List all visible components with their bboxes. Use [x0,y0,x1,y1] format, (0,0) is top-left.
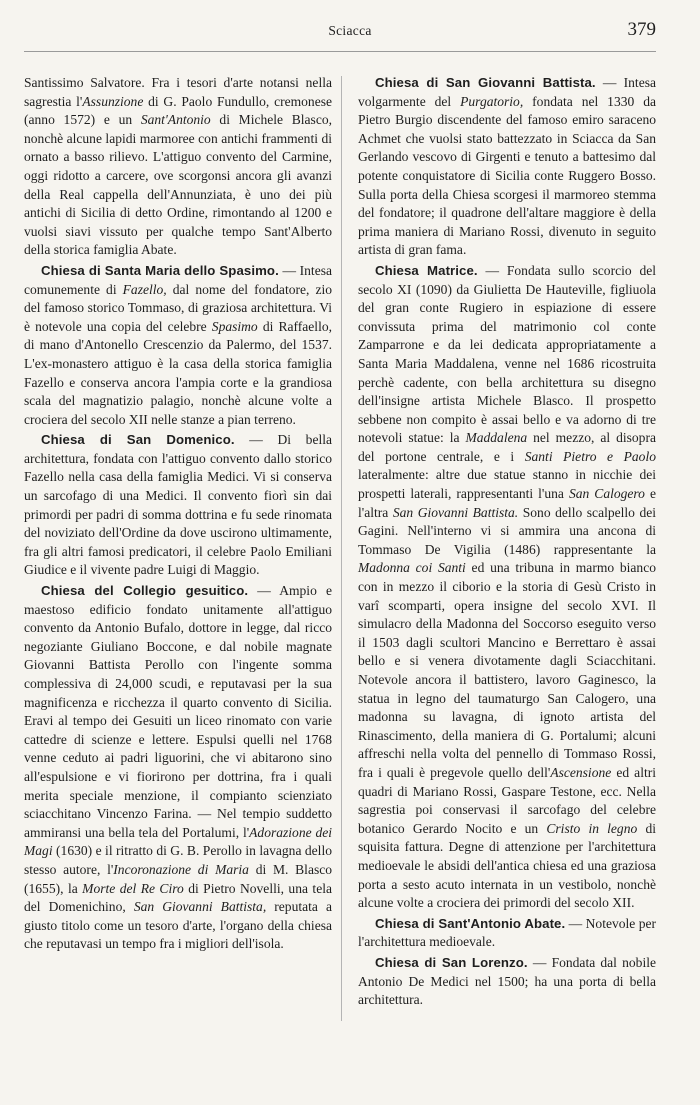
entry-heading: Chiesa di Santa Maria dello Spasimo. [41,262,279,278]
artwork-title: Morte del Re Ciro [82,880,184,896]
entry-heading: Chiesa di San Giovanni Battista. [375,75,596,90]
artwork-title: Ascensione [550,764,612,780]
text-span: e l'altra [358,486,656,520]
text-span: di squisita fattura. Degne di attenzione per l'architettura medioevale le absidi dell'antica chiesa ed una graziosa porta a sesto acuto internata in un vestibolo, nonchè alcune volte a crociera dei primordi del secolo XII. [358,820,656,911]
column-divider [341,76,342,1021]
text-span: di G. Paolo Fundullo, cremonese (anno 1572) e un [24,93,332,128]
right-column [358,74,656,1010]
text-span: dal nome del fondatore, zio del famoso storico Tommaso, di graziosa architettura. Vi è notevole una copia del celebre [24,281,332,334]
header-rule [24,51,656,52]
text-span: reputata a giusto titolo come un tesoro d'arte, l'organo della chiesa che reputavasi un tempo fra i migliori dell'isola. [24,899,332,952]
artwork-title: Maddalena [465,430,528,446]
running-head: Sciacca [328,23,372,38]
text-span: Santissimo Salvatore. Fra i tesori d'arte notansi nella sagrestia l' [24,75,332,109]
text-span: Sono dello scalpello dei Gagini. Nell'interno vi si ammira una ancona di Tommaso De Vigilia (1486) rappresentante la [358,504,657,557]
text-span: lateralmente: altre due statue stanno in nicchie dei prospetti laterali, rappresentanti l'una [358,467,656,502]
text-span: — Ampio e maestoso edificio fondato unitamente all'attiguo convento da Antonio Bufalo, dottore in legge, dal ricco negoziante Giuliano Boccone, e dal nobile magnate Giovanni Battista Perollo con l'ingente somma complessiva di 24,000 scudi, e reputavasi per la sua magnificenza e ricchezza il quarto convento di Sicilia. Eravi al tempo dei Gesuiti un liceo rinomato con varie cattedre di scienze e lettere. Espulsi quelli nel 1768 venne ceduto ai padri liguorini, che vi abitarono sino all'espulsione e vi fiorirono per dottrina, fra i quali merita speciale menzione, il compianto scienziato sciacchitano Vincenzo Farina. — Nel tempio suddetto ammiransi una bella tela del Portalumi, l' [24,583,332,840]
left-column [24,74,332,954]
artwork-title: Spasimo [211,318,258,334]
artwork-title: Santi Pietro e Paolo [524,448,656,464]
artwork-title: Sant'Antonio [140,112,211,128]
text-span: di Pietro Novelli, una tela del Domenichino, [24,880,332,915]
entry-heading: Chiesa Matrice. [375,262,478,278]
text-span: (1630) e il ritratto di G. B. Perollo in lavagna dello stesso autore, l' [24,843,332,877]
entry-heading: Chiesa di San Lorenzo. [375,954,528,970]
artwork-title: San Calogero [568,486,645,502]
page-header [0,19,700,43]
entry-heading: Chiesa di Sant'Antonio Abate. [375,915,566,931]
artwork-title: Madonna coi Santi [358,560,466,576]
entry-heading: Chiesa del Collegio gesuitico. [41,583,249,599]
paragraph-continuation [24,74,332,260]
entry-sant-antonio [358,915,656,952]
text-span: ed altri quadri di Mariano Rossi, Gaspare Testone, ecc. Nella sagrestia poi conservasi il sarcofago del celebre botanico Gerardo Nocito e un [358,764,656,836]
text-span: — Notevole per l'architettura medioevale. [358,915,656,950]
entry-chiesa-matrice [358,262,656,913]
text-span: — Di bella architettura, fondata con l'attiguo convento dallo storico Fazello nella casa della famiglia Medici. Vi si conserva un sarcofago di una Medici. Il convento fiorì sin dai primordi per padri di somma dottrina e fu sede rinomata del noviziato dell'Ordine da dove uscirono ultimamente, fra gli altri famosi predicatori, il celebre Paolo Emiliani Giudice e il vivente padre Luigi di Maggio. [24,432,332,578]
artwork-title: San Giovanni Battista. [392,504,519,520]
artwork-title: Incoronazione di Maria [113,861,249,877]
entry-collegio-gesuitico [24,582,332,954]
name-italic: Fazello, [122,281,167,297]
text-span: — Fondata sullo scorcio del secolo XI (1090) da Giulietta De Hauteville, figliuola del gran conte Rugiero in espiazione di essere convissuta prima del matrimonio col conte Zamparrone e da lei dedicata appropriatamente a Santa Maria Maddalena, venne nel 1686 ricostruita perchè cadente, con bella architettura su disegno dell'insigne artista Michele Blasco. Il prospetto sebbene non compito è assai bello e va adorno di tre notevoli statue: la [358,262,657,446]
name-italic: Purgatorio, [460,93,524,109]
entry-san-domenico [24,431,332,580]
text-span: nel mezzo, al disopra del portone centrale, e i [358,430,656,464]
entry-heading: Chiesa di San Domenico. [41,432,235,448]
text-span: — Intesa comunemente di [24,262,332,297]
page-number: 379 [627,19,656,40]
artwork-title: Cristo in legno [546,820,638,836]
text-span: ed una tribuna in marmo bianco con in mezzo il ciborio e la storia di Gesù Cristo in varî scomparti, opera insigne del secolo XVI. Il simulacro della Madonna del Soccorso eseguito verso il 1503 dagli scultori Mancino e Berrettaro è assai bello e si venera divotamente dagli Sciacchitani. Notevole ancora il battistero, lavoro Gaginesco, la statua in legno del taumaturgo San Calogero, una madonna su lavagna, di ignoto artista del Rinascimento, della maniera di G. Portalumi; alcuni affreschi nella volta del pennello di Tommaso Rossi, fra i quali è pregevole quello dell' [358,560,656,780]
text-span: — Intesa volgarmente del [358,75,656,109]
text-span: di M. Blasco (1655), la [24,861,333,896]
artwork-title: San Giovanni Battista, [133,899,267,915]
text-span: — Fondata dal nobile Antonio De Medici nel 1500; ha una porta di bella architettura. [358,954,656,1008]
text-span: di Raffaello, di mano d'Antonello Crescenzio da Palermo, del 1537. L'ex-monastero attiguo è la casa della storica famiglia Fazello e conserva ancora l'ampia corte e la grandiosa scala del magnatizio palagio, nonchè alcune volte a crociera del secolo XII nelle stanze a pian terreno. [24,318,332,427]
text-span: di Michele Blasco, nonchè alcune lapidi marmoree con antichi frammenti di ornato a basso rilievo. L'attiguo convento del Carmine, oggi ridotto a carcere, ove scorgonsi ancora gli avanzi della Real cappella dell'Annunziata, è uno dei più antichi di Sicilia di detto Ordine, rimontando al 1200 e vuolsi siavi vissuto per qualche tempo Sant'Alberto della storica famiglia Abate. [24,112,333,258]
text-span: fondata nel 1330 da Pietro Burgio discendente del famoso emiro saraceno Achmet che vuolsi stato battezzato in Sciacca da San Gerlando vescovo di Girgenti e tenuto a battesimo dal potente conquistatore di Sicilia conte Ruggero Bosso. Sulla porta della Chiesa scorgesi il marmoreo stemma del fondatore; il quadrone dell'altare maggiore è della prima maniera di Mariano Rossi, divenuto in seguito artista di gran fama. [358,93,656,258]
entry-san-lorenzo [358,954,656,1010]
entry-san-giovanni [358,74,656,260]
entry-santa-maria [24,262,332,429]
artwork-title: Assunzione [82,93,144,109]
artwork-title: Adorazione dei Magi [24,824,332,859]
